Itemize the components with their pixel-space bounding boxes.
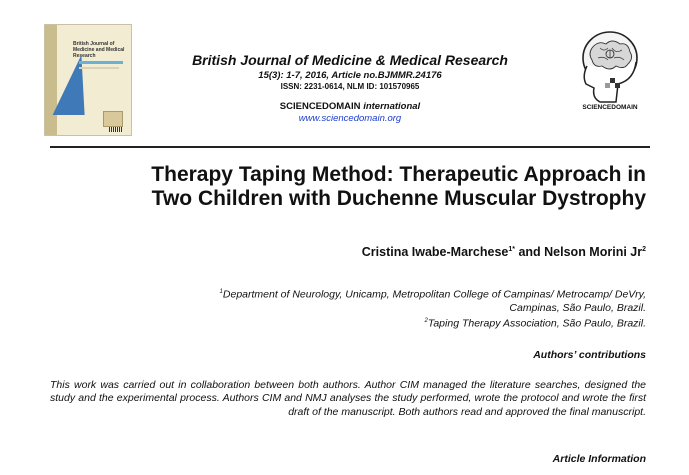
journal-header [140, 52, 560, 124]
affiliation-1-line-2: Campinas, São Paulo, Brazil. [509, 301, 646, 314]
publisher-website-link[interactable]: www.sciencedomain.org [298, 113, 402, 124]
cover-stripe [45, 25, 57, 135]
author-line [50, 245, 646, 259]
header-rule [50, 146, 650, 148]
affiliations [50, 286, 646, 330]
affiliation-1-line-1 [50, 286, 646, 302]
journal-cover-thumbnail [44, 24, 132, 136]
cover-graphic [53, 55, 98, 115]
author-1: Cristina Iwabe-Marchese [361, 245, 509, 259]
logo-label: SCIENCEDOMAIN [582, 104, 638, 111]
publisher-line [140, 101, 560, 112]
author-joiner: and [514, 245, 545, 259]
author-1-sup: 1* [508, 245, 515, 253]
article-info-heading: Article Information [552, 453, 646, 465]
journal-name: British Journal of Medicine & Medical Research [192, 52, 508, 68]
title-line-2: Two Children with Duchenne Muscular Dystrophy [151, 187, 646, 210]
issue-line: 15(3): 1-7, 2016, Article no.BJMMR.24176 [258, 70, 442, 81]
title-line-1: Therapy Taping Method: Therapeutic Approach in [151, 163, 646, 186]
publisher-name: SCIENCEDOMAIN [279, 101, 361, 112]
contributions-text: This work was carried out in collaboration between both authors. Author CIM managed the literature searches, designed the study and the experimental process. Authors CIM and NMJ analyses the study performed, wrote the protocol and wrote the first draft of the manuscript. Both authors read and approved the final manuscript. [50, 379, 646, 418]
affiliation-2-text: Taping Therapy Association, São Paulo, Brazil. [427, 317, 646, 329]
cover-bar [79, 61, 123, 64]
cover-title: British Journal of Medicine and Medical Research [73, 41, 125, 59]
author-2: Nelson Morini Jr [544, 245, 643, 259]
author-2-sup: 2 [642, 245, 646, 253]
contributions-heading: Authors’ contributions [533, 349, 646, 361]
publisher-suffix: international [363, 101, 421, 112]
issn-line: ISSN: 2231-0614, NLM ID: 101570965 [280, 82, 420, 91]
article-title [50, 163, 646, 211]
affiliation-2-sup: 2 [424, 317, 428, 324]
affiliation-1-sup: 1 [219, 289, 223, 295]
affiliation-2 [50, 315, 646, 331]
cover-band [79, 67, 119, 69]
cover-barcode [109, 127, 123, 132]
cover-logo [103, 111, 123, 127]
affiliation-1-text: Department of Neurology, Unicamp, Metropolitan College of Campinas/ Metrocamp/ DeVry, [222, 288, 646, 301]
